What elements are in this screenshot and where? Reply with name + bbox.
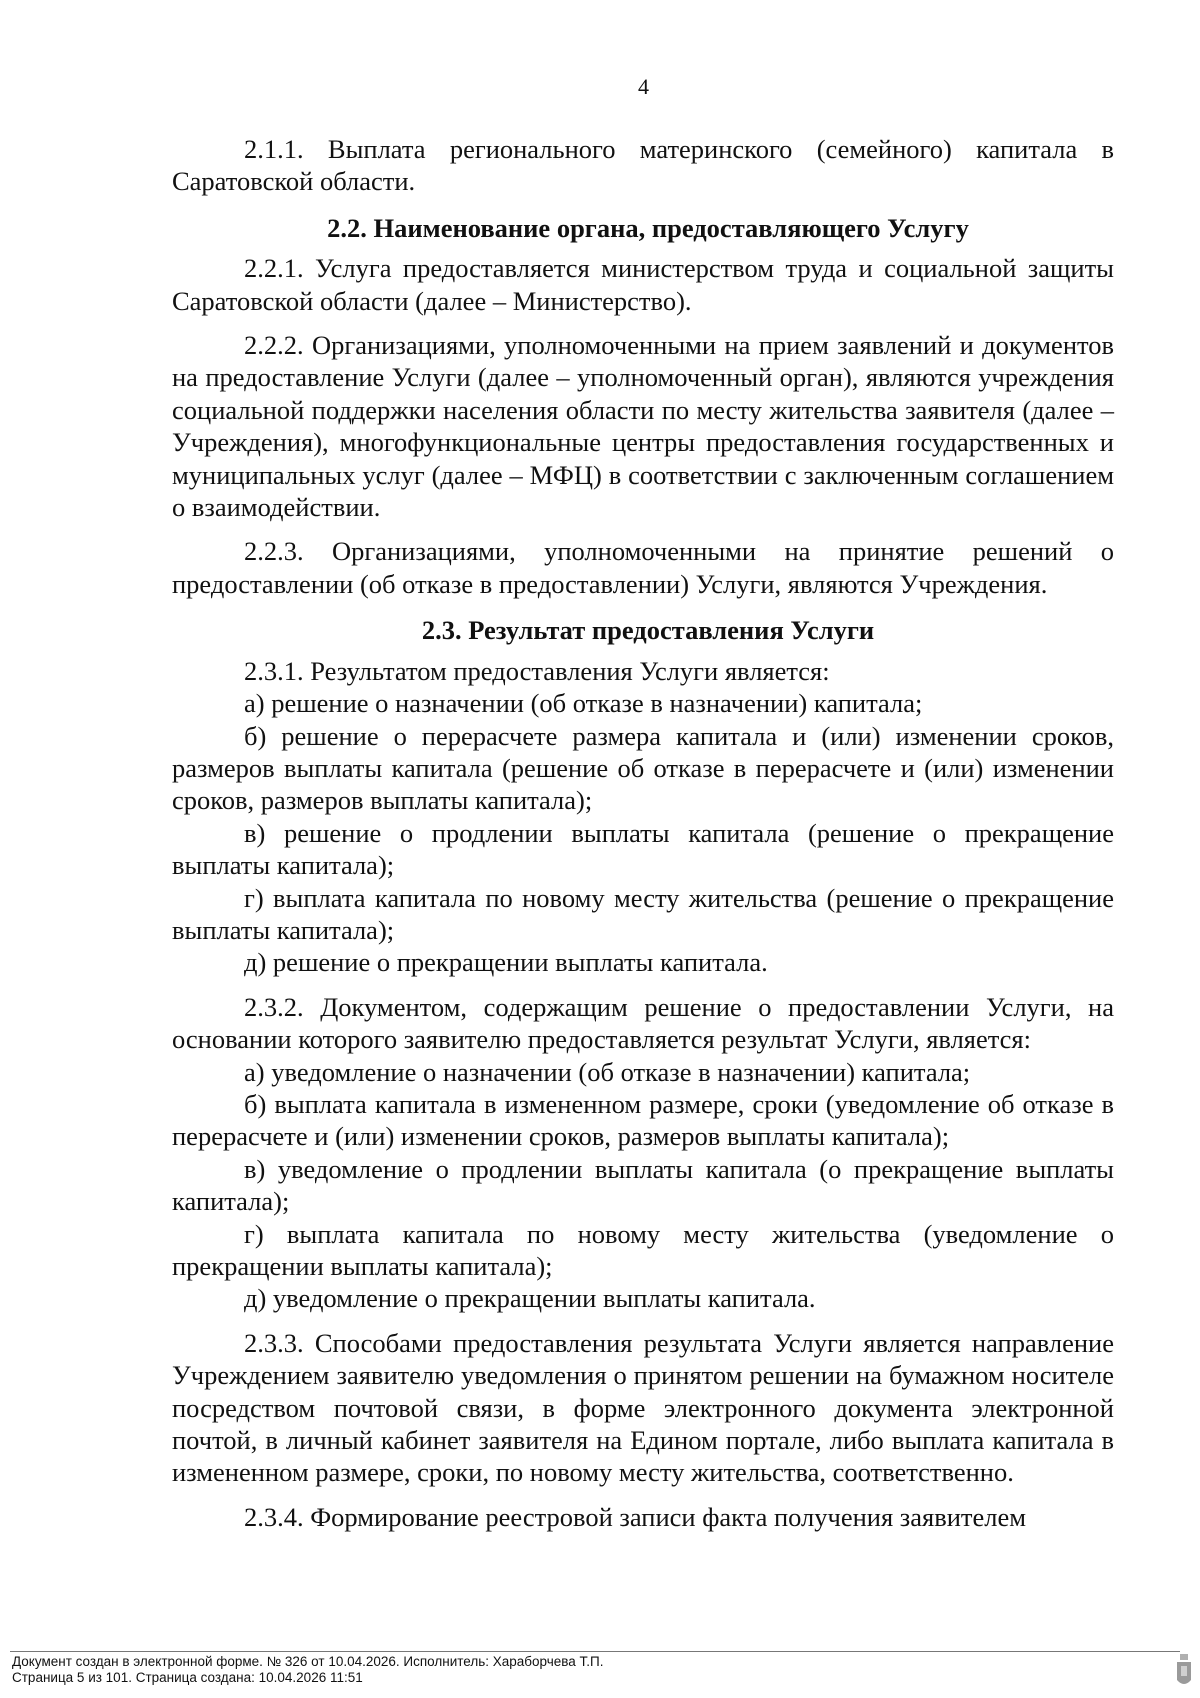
footer-line-1: Документ создан в электронной форме. № 326 от 10.04.2026. Исполнитель: Хараборчева Т.П. <box>12 1654 604 1669</box>
footer-line-2: Страница 5 из 101. Страница создана: 10.04.2026 11:51 <box>12 1670 363 1685</box>
paragraph: 2.2.2. Организациями, уполномоченными на прием заявлений и документов на предоставление Услуги (далее – уполномоченный орган), являются учреждения социальной поддержки населения области по месту жительства заявителя (далее – Учреждения), многофункциональные центры предоставления государственных и муниципальных услуг (далее – МФЦ) в соответствии с заключенным соглашением о взаимодействии. <box>172 330 1114 523</box>
paragraph: д) уведомление о прекращении выплаты капитала. <box>244 1283 816 1314</box>
paragraph: 2.3.1. Результатом предоставления Услуги является: <box>244 655 830 686</box>
paragraph: г) выплата капитала по новому месту жительства (решение о прекращение выплаты капитала); <box>172 882 1114 945</box>
paragraph: в) уведомление о продлении выплаты капитала (о прекращение выплаты капитала); <box>172 1153 1114 1217</box>
paragraph: 2.3.2. Документом, содержащим решение о предоставлении Услуги, на основании которого заявителю предоставляется результат Услуги, является: <box>172 991 1114 1055</box>
footer <box>12 1654 604 1686</box>
paragraph: г) выплата капитала по новому месту жительства (уведомление о прекращении выплаты капитала); <box>172 1218 1114 1281</box>
paragraph: а) уведомление о назначении (об отказе в назначении) капитала; <box>244 1056 971 1087</box>
paragraph: 2.2.3. Организациями, уполномоченными на принятие решений о предоставлении (об отказе в предоставлении) Услуги, являются Учреждения. <box>172 536 1114 599</box>
paragraph: в) решение о продлении выплаты капитала (решение о прекращение выплаты капитала); <box>172 817 1114 881</box>
section-heading: 2.3. Результат предоставления Услуги <box>421 615 875 646</box>
paragraph: 2.3.3. Способами предоставления результата Услуги является направление Учреждением заявителю уведомления о принятом решении на бумажном носителе посредством почтовой связи, в форме электронного документа электронной почтой, в личный кабинет заявителя на Едином портале, либо выплата капитала в измененном размере, сроки, по новому месту жительства, соответственно. <box>172 1327 1114 1488</box>
paragraph: 2.1.1. Выплата регионального материнского (семейного) капитала в Саратовской области. <box>172 134 1114 197</box>
paragraph: д) решение о прекращении выплаты капитала. <box>244 947 768 978</box>
coat-of-arms-icon <box>1174 1652 1194 1692</box>
paragraph: 2.3.4. Формирование реестровой записи факта получения заявителем <box>244 1501 1026 1532</box>
paragraph: б) решение о перерасчете размера капитала и (или) изменении сроков, размеров выплаты капитала (решение об отказе в перерасчете и (или) изменении сроков, размеров выплаты капитала); <box>172 720 1114 816</box>
footer-divider <box>10 1651 1180 1652</box>
paragraph: а) решение о назначении (об отказе в назначении) капитала; <box>244 688 923 719</box>
document-body <box>172 133 1114 1533</box>
paragraph: б) выплата капитала в измененном размере, сроки (уведомление об отказе в перерасчете и (или) изменении сроков, размеров выплаты капитала); <box>172 1088 1114 1152</box>
section-heading: 2.2. Наименование органа, предоставляющего Услугу <box>327 212 969 243</box>
page-number: 4 <box>638 74 649 99</box>
paragraph: 2.2.1. Услуга предоставляется министерством труда и социальной защиты Саратовской области (далее – Министерство). <box>172 253 1114 316</box>
